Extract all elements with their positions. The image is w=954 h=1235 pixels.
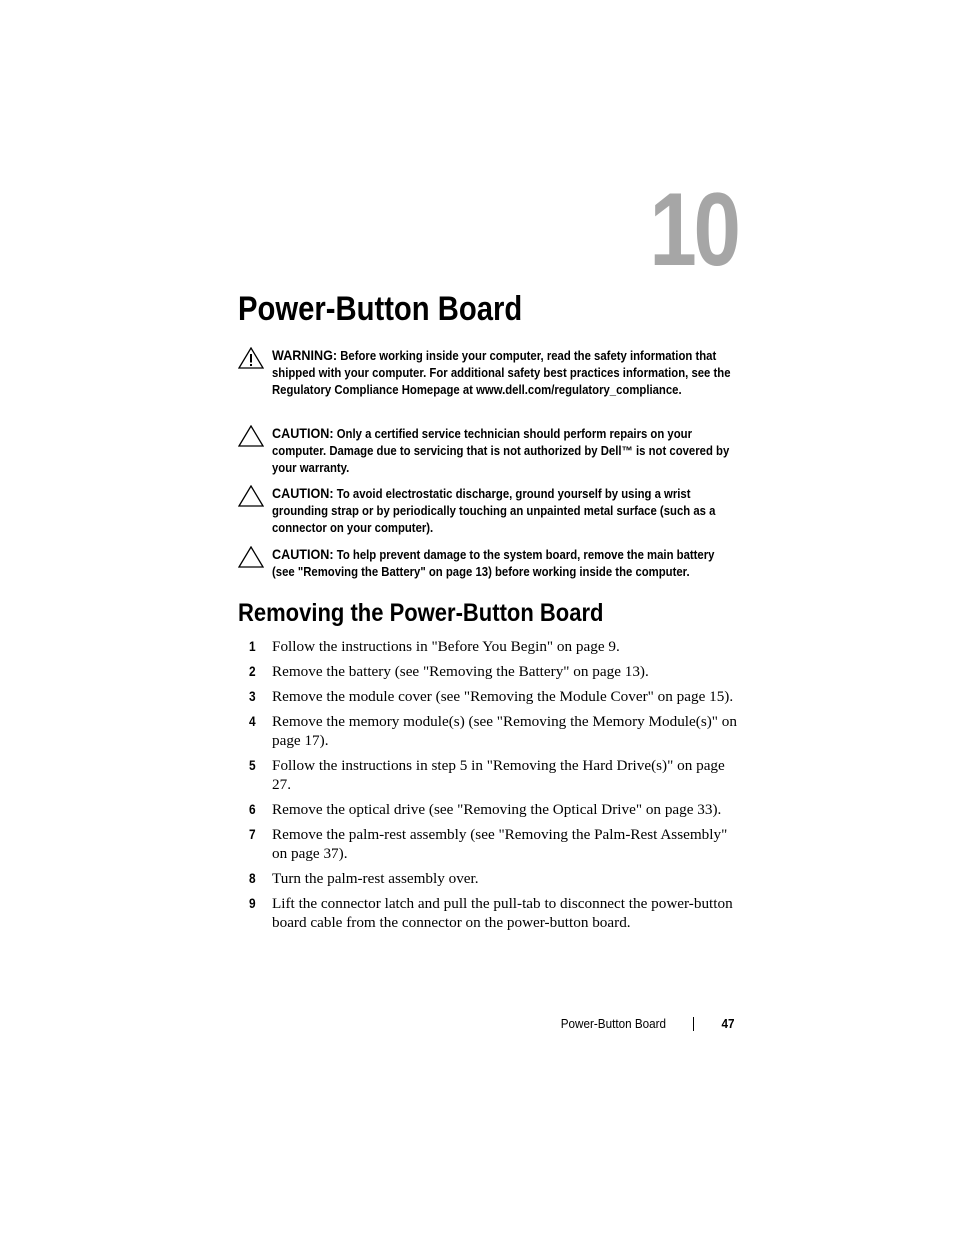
step-number: 2 bbox=[249, 664, 256, 679]
page-number: 47 bbox=[720, 1016, 734, 1031]
step-text: Remove the optical drive (see "Removing the Optical Drive" on page 33). bbox=[272, 801, 722, 818]
caution-notice bbox=[238, 485, 738, 537]
caution-label: CAUTION: bbox=[272, 546, 334, 562]
caution-text: To avoid electrostatic discharge, ground yourself by using a wrist grounding strap or by periodically touching an unpainted metal surface (such as a connector on your computer). bbox=[272, 487, 716, 535]
caution-label: CAUTION: bbox=[272, 485, 334, 501]
section-title: Removing the Power-Button Board bbox=[238, 599, 604, 627]
step-number: 8 bbox=[249, 871, 256, 886]
step-number: 4 bbox=[249, 714, 256, 729]
step-number: 7 bbox=[249, 827, 256, 842]
caution-label: CAUTION: bbox=[272, 425, 334, 441]
step-text: Follow the instructions in step 5 in "Removing the Hard Drive(s)" on page 27. bbox=[272, 757, 725, 793]
step-text: Follow the instructions in "Before You Begin" on page 9. bbox=[272, 638, 620, 655]
caution-icon bbox=[238, 546, 264, 568]
caution-icon bbox=[238, 485, 264, 507]
step-text: Remove the battery (see "Removing the Battery" on page 13). bbox=[272, 663, 649, 680]
warning-notice bbox=[238, 347, 738, 399]
step-text: Remove the module cover (see "Removing the Module Cover" on page 15). bbox=[272, 688, 734, 705]
list-item bbox=[238, 894, 738, 932]
chapter-number: 10 bbox=[649, 172, 738, 288]
step-text: Lift the connector latch and pull the pull-tab to disconnect the power-button board cable from the connector on the power-button board. bbox=[272, 895, 733, 931]
caution-notice bbox=[238, 546, 738, 581]
list-item bbox=[238, 800, 738, 819]
step-number: 1 bbox=[249, 639, 256, 654]
list-item bbox=[238, 869, 738, 888]
caution-text: To help prevent damage to the system board, remove the main battery (see "Removing the Battery" on page 13) before working inside the computer. bbox=[272, 548, 715, 579]
list-item bbox=[238, 712, 738, 750]
steps-list bbox=[238, 637, 738, 938]
step-text: Turn the palm-rest assembly over. bbox=[272, 870, 479, 887]
step-text: Remove the palm-rest assembly (see "Removing the Palm-Rest Assembly" on page 37). bbox=[272, 826, 728, 862]
chapter-title: Power-Button Board bbox=[238, 290, 523, 328]
warning-label: WARNING: bbox=[272, 347, 338, 363]
step-number: 5 bbox=[249, 758, 256, 773]
list-item bbox=[238, 756, 738, 794]
list-item bbox=[238, 825, 738, 863]
step-number: 3 bbox=[249, 689, 256, 704]
list-item bbox=[238, 662, 738, 681]
warning-text: Before working inside your computer, read the safety information that shipped with your computer. For additional safety best practices information, see the Regulatory Compliance Homepage at www.dell.com/regulatory_compliance. bbox=[272, 349, 731, 397]
caution-notice bbox=[238, 425, 738, 477]
step-number: 9 bbox=[249, 896, 256, 911]
footer-title: Power-Button Board bbox=[560, 1016, 666, 1031]
page-footer bbox=[0, 1015, 954, 1035]
step-text: Remove the memory module(s) (see "Removing the Memory Module(s)" on page 17). bbox=[272, 713, 737, 749]
caution-icon bbox=[238, 425, 264, 447]
step-number: 6 bbox=[249, 802, 256, 817]
list-item bbox=[238, 637, 738, 656]
caution-text: Only a certified service technician should perform repairs on your computer. Damage due to servicing that is not authorized by Dell™ is not covered by your warranty. bbox=[272, 427, 730, 475]
list-item bbox=[238, 687, 738, 706]
footer-divider bbox=[693, 1017, 694, 1031]
warning-icon bbox=[238, 347, 264, 369]
